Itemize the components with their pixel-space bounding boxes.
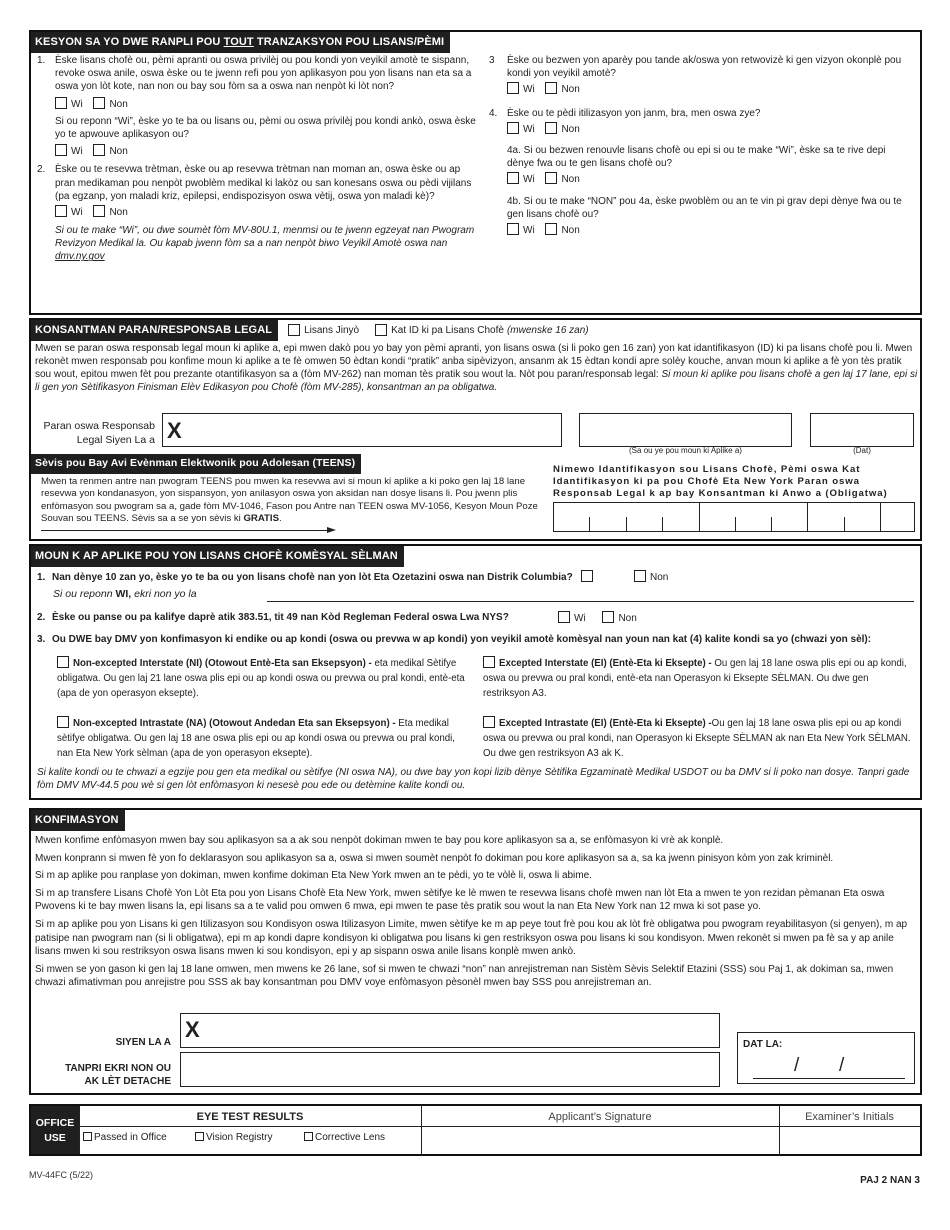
print-name-label: TANPRI EKRI NON OU AK LÈT DETACHE xyxy=(65,1063,171,1087)
form-id: MV-44FC (5/22) xyxy=(29,1170,94,1180)
commercial-section xyxy=(29,544,922,800)
relationship-field[interactable] xyxy=(579,413,792,447)
passed-office-checkbox[interactable] xyxy=(83,1132,92,1141)
confirm-p1: Mwen konfime enfòmasyon mwen bay sou aplikasyon sa a ak sou nenpòt dokiman mwen te bay pou kore aplikasyon sa a, se enfòmasyon ki vrè ak konplè. xyxy=(35,835,724,846)
cdl-q1-yes-checkbox[interactable] xyxy=(581,570,593,582)
ni-checkbox[interactable] xyxy=(57,656,69,668)
date-slash-1: / xyxy=(794,1055,800,1076)
q2-number: 2. xyxy=(37,164,46,176)
option-na[interactable]: Non-excepted Intrastate (NA) (Otowout Andedan Eta san Eksepsyon) - Eta medikal sètifye obligatwa. Ou gen laj 18 ane oswa plis epi ou ap kondi oswa ou prevwa ou pral kondi, nan Eta New York sèlman (apa de yon operasyon eksepte). xyxy=(57,718,455,760)
date-slash-2: / xyxy=(839,1055,845,1076)
q3-number: 3 xyxy=(489,55,495,66)
q1-followup: Si ou reponn “Wi”, èske yo te ba ou lisans ou, pèmi ou oswa privilèj pou kondi ankò, oswa èske yo te apwouve aplikasyon ou? xyxy=(55,115,476,140)
eye-test-header: EYE TEST RESULTS xyxy=(196,1111,304,1123)
q4a-text: 4a. Si ou bezwen renouvle lisans chofè ou epi si ou te make “Wi”, èske sa te rive depi dènye fwa ou te gen lisans chofè ou? xyxy=(507,144,886,170)
cdl-q1-followup: Si ou reponn WI, ekri non yo la xyxy=(53,588,197,600)
confirm-p6: Si mwen se yon gason ki gen laj 18 lane omwen, men mwens ke 26 lane, sof si mwen te chwazi “non” nan anrejistreman nan Sistèm Sèvis Selektif Etazini (SSS) sou Paj 1, ak dokiman sa, mwen chwazi afimativman pou anrejistre pou SSS ak bay konsantman pou DMV voye enfòmasyon pèsonèl mwen bay SSS pou anrejistreman an. xyxy=(35,963,894,989)
confirm-p4: Si m ap transfere Lisans Chofè Yon Lòt Eta pou yon Lisans Chofè Eta New York, mwen sètifye ke lè mwen te resevwa lisans chofè mwen nan lòt Eta a mwen te yon rezidan pèmanan Eta oswa Pwovens ki te bay mwen lisans la, epi lisans sa a te valid pou omwen 6 mwa, epi mwen te pase tès pratik sou wout la nan Eta New York nan 12 mwa ki sot pase yo. xyxy=(35,887,885,913)
q4-no-checkbox[interactable] xyxy=(545,122,557,134)
option-ei[interactable]: Excepted Interstate (EI) (Entè-Eta ki Eksepte) - Ou gen laj 18 lane oswa plis epi ou ap kondi, oswa ou prevwa ou pral kondi, entè-eta nan Operasyon ki Eksepte SÈLMAN. Ou dwe gen restriksyon A3. xyxy=(483,658,907,700)
teens-header: Sèvis pou Bay Avi Evènman Elektwonik pou Adolesan (TEENS) xyxy=(31,454,361,474)
cdl-q2-yes-checkbox[interactable] xyxy=(558,611,570,623)
print-name-field[interactable] xyxy=(180,1052,720,1087)
q4b-no-checkbox[interactable] xyxy=(545,223,557,235)
cdl-q1-states-line[interactable] xyxy=(267,601,914,602)
q4b-text: 4b. Si ou te make “NON” pou 4a, èske pwoblèm ou an te vin pi grav depi dènye fwa ou te gen lisans chofè ou? xyxy=(507,195,902,220)
relationship-caption: (Sa ou ye pou moun ki Aplike a) xyxy=(629,446,742,455)
cdl-q3: 3. Ou DWE bay DMV yon konfimasyon ki endike ou ap kondi (oswa ou prevwa w ap kondi) yon veyikil amotè komèsyal nan youn nan kat (4) kalite kondi sa yo (chwazi yon sèl): xyxy=(37,634,872,645)
parent-signature-label: Paran oswa Responsab Legal Siyen La a xyxy=(43,420,155,446)
q2-text: Èske ou te resevwa trètman, èske ou ap resevwa trètman nan moman an, oswa èske ou ap pran medikaman pou nenpòt pwoblèm medikal ki lakòz ou san konesans oswa ou pèdi vijilans (pa egzanp, yon maladi kriz, epilepsi, endispozisyon oswa vètij, oswa yon maladi kè)? xyxy=(55,164,472,202)
office-use-table: OFFICE USE EYE TEST RESULTS Applicant’s Signature Examiner’s Initials Passed in Office Vision Registry Corrective Lens xyxy=(29,1104,922,1156)
q1-yes-checkbox[interactable] xyxy=(55,97,67,109)
examiner-initials-header: Examiner’s Initials xyxy=(805,1111,894,1123)
cdl-q1-no-checkbox[interactable] xyxy=(634,570,646,582)
q4-number: 4. xyxy=(489,107,498,119)
q1b-no-checkbox[interactable] xyxy=(93,144,105,156)
consent-body: Mwen se paran oswa responsab legal moun ki aplike a, epi mwen dakò pou yo bay yon pèmi apranti, yon lisans oswa (si li poko gen 16 zan) yon kat idantifikasyon (ID) ki pa lisans chofè pou li. Mwen rekonèt mwen responsab pou konfime moun ki aplike a te fè omwen 50 èdtan kondi “pratik” anba sipèvizyon, ansanm ak 15 èdtan kondi apre solèy kouche, anvan moun ki aplike a fè yon tès pratik sou wout, epitou mwen fèt pou prezante otantifikasyon sa a (fòm MV-262) nan moman tès pratik sou wout la. Nòt pou paran/responsab legal: Si moun ki aplike pou lisans chofè a gen laj 17 lane, epi si li gen yon Sètifikasyon Finisman Elèv Edikasyon pou Chofè (fòm MV-285), konsantman an pa obligatwa. xyxy=(35,343,918,393)
q4a-no-checkbox[interactable] xyxy=(545,172,557,184)
dmv-link[interactable]: dmv.ny.gov xyxy=(55,251,105,263)
id-number-label: Nimewo Idantifikasyon sou Lisans Chofè, Pèmi oswa Kat Idantifikasyon ki pa pou Chofè Eta New York Paran oswa Responsab Legal k ap bay Konsantman ki Anwo a (Obligatwa) xyxy=(553,464,888,499)
teens-arrow xyxy=(41,528,341,534)
confirm-p5: Si m ap aplike pou yon Lisans ki gen Itilizasyon sou Kondisyon oswa Itilizasyon Limite, mwen sètifye ke m ap peye tout frè pou kou ak lòt frè obligatwa pou pwogram reyabilitasyon (si genyen), m ap patisipe nan pwogram nan (si li obligatwa), epi m ap kondi dapre kondisyon ki obligatwa pou lisans ki gen restriksyon oswa pou lisans ki sou kondisyon. Mwen rekonèt si mwen pa fè sa y ap anile lisans mwen ki sou restriksyon oswa lisans mwen ki sou kondisyon, epi y ap sispann oswa anile lisans konplè mwen ankò. xyxy=(35,918,908,958)
cdl-note: Si kalite kondi ou te chwazi a egzije pou gen eta medikal ou sètifye (NI oswa NA), ou dwe bay yon kopi lizib dènye Sètifika Egzaminatè Medikal USDOT ou ba DMV si li poko nan dosye. Tanpri gade fòm DMV MV-44.5 pou wè si gen lòt enfòmasyon ki nesesè pou ede ou detèmine kalite kondi ou. xyxy=(37,767,910,792)
applicant-signature-header: Applicant’s Signature xyxy=(548,1111,652,1123)
q4-yes-checkbox[interactable] xyxy=(507,122,519,134)
sign-here-label: SIYEN LA A xyxy=(115,1037,171,1048)
option-ni[interactable]: Non-excepted Interstate (NI) (Otowout Entè-Eta san Eksepsyon) - eta medikal Sètifye obligatwa. Ou gen laj 21 lane oswa plis epi ou ap kondi oswa ou prevwa ou pral kondi, entè-eta (apa de yon operasyon eksepte). xyxy=(57,658,465,700)
q1b-yes-checkbox[interactable] xyxy=(55,144,67,156)
corrective-lens-checkbox[interactable] xyxy=(304,1132,313,1141)
confirm-p2: Mwen konprann si mwen fè yon fo deklarasyon sou aplikasyon sa a, oswa si mwen soumèt nenpòt fo dokiman pou kore aplikasyon sa a, sa ka jwenn pinisyon kòm yon zak kriminèl. xyxy=(35,852,834,864)
q4-text: Èske ou te pèdi itilizasyon yon janm, bra, men oswa zye? xyxy=(507,107,761,119)
q2-no-checkbox[interactable] xyxy=(93,205,105,217)
date-caption: (Dat) xyxy=(853,446,871,455)
questions-header: KESYON SA YO DWE RANPLI POU TOUT TRANZAKSYON POU LISANS/PÈMI xyxy=(31,32,450,53)
na-checkbox[interactable] xyxy=(57,716,69,728)
commercial-header: MOUN K AP APLIKE POU YON LISANS CHOFÈ KOMÈSYAL SÈLMAN xyxy=(31,546,404,567)
q3-yes-checkbox[interactable] xyxy=(507,82,519,94)
q1-no-checkbox[interactable] xyxy=(93,97,105,109)
q1-number: 1. xyxy=(37,55,46,66)
ei-checkbox[interactable] xyxy=(483,656,495,668)
page-number: PAJ 2 NAN 3 xyxy=(860,1175,920,1186)
q2-yes-checkbox[interactable] xyxy=(55,205,67,217)
cdl-q2-yes-label: Wi xyxy=(574,613,586,624)
q1-text: Èske lisans chofè ou, pèmi apranti ou oswa privilèj ou pou kondi yon veyikil amotè te sispann, revoke oswa anile, oswa èske ou te jwenn refi pou yon aplikasyon pou yon lisans nan eta sa a oswa yon lòt kote, nan non ou bay sou fòm sa a oswa nan nenpòt ki lòt non? xyxy=(55,55,472,93)
q4a-yes-checkbox[interactable] xyxy=(507,172,519,184)
cdl-q2-no-label: Non xyxy=(618,613,637,624)
cdl-q1: 1. Nan dènye 10 zan yo, èske yo te ba ou yon lisans chofè nan yon lòt Eta Ozetazini oswa nan Distrik Columbia? xyxy=(37,570,917,584)
consent-section: KONSANTMAN PARAN/RESPONSAB LEGAL Lisans Jinyò Kat ID ki pa Lisans Chofè (mwenske 16 zan) Mwen se paran oswa responsab legal moun ki aplike a, epi mwen dakò pou yo bay yon pèmi apranti, yon lisans oswa (si li poko gen 16 zan) yon kat idantifikasyon (ID) ki pa lisans chofè pou li. Mwen rekonèt mwen responsab pou konfime moun ki aplike a te fè omwen 50 èdtan kondi “pratik” anba sipèvizyon, ansanm ak 15 èdtan kondi apre solèy kouche, anvan moun ki aplike a fè yon tès pratik sou wout, epitou mwen fèt pou prezante otantifikasyon sa a (fòm MV-262) nan moman tès pratik sou wout la. Nòt pou paran/responsab legal: Si moun ki aplike pou lisans chofè a gen laj 17 lane, epi si li gen yon Sètifikasyon Finisman Elèv Edikasyon pou Chofè (fòm MV-285), konsantman an pa obligatwa. Paran oswa Responsab Legal Siyen La a X (Sa ou ye pou moun ki Aplike a) (Dat) Sèvis pou Bay Avi Evènman Elektwonik pou Adolesan (TEENS) Mwen ta renmen antre nan pwogram TEENS pou mwen ka resevwa avi si moun ki aplike a ki poko gen laj 18 lane resevwa yon kondanasyon, yon sispansyon, yon anilasyon oswa yon aksidan nan dosye lisans li. Pou jwenn plis enfòmasyon sou pwogram sa a, gade fòm MV-1046, Fason pou Antre nan TEEN oswa MV-1056, Kesyon Moun Poze Souvan sou TEENS. Sèvis sa a se yon sèvis ki GRATIS. Nimewo Idantifikasyon sou Lisans Chofè, Pèmi oswa Kat Idantifikasyon ki pa pou Chofè Eta New York Paran oswa Responsab Legal k ap bay Konsantman ki Anwo a (Obligatwa) xyxy=(29,318,922,541)
non-driver-id-checkbox[interactable] xyxy=(375,324,387,336)
id-number-field[interactable] xyxy=(553,502,915,532)
office-use-label: OFFICE USE xyxy=(31,1106,79,1154)
ea-checkbox[interactable] xyxy=(483,716,495,728)
confirmation-header: KONFIMASYON xyxy=(31,810,125,831)
junior-license-checkbox[interactable] xyxy=(288,324,300,336)
teens-body: Mwen ta renmen antre nan pwogram TEENS pou mwen ka resevwa avi si moun ki aplike a ki poko gen laj 18 lane resevwa yon kondanasyon, yon sispansyon, yon anilasyon oswa yon aksidan nan dosye lisans li. Pou jwenn plis enfòmasyon sou pwogram sa a, gade fòm MV-1046, Fason pou Antre nan TEEN oswa MV-1056, Kesyon Moun Poze Souvan sou TEENS. Sèvis sa a se yon sèvis ki GRATIS. xyxy=(41,476,538,524)
cdl-q2: 2. Èske ou panse ou pa kalifye daprè atik 383.51, tit 49 nan Kòd Regleman Federal oswa Lwa NYS? xyxy=(37,612,509,623)
date-field[interactable] xyxy=(810,413,914,447)
vision-registry-checkbox[interactable] xyxy=(195,1132,204,1141)
option-ea[interactable]: Excepted Intrastate (EI) (Entè-Eta ki Eksepte) -Ou gen laj 18 lane oswa plis epi ou ap kondi oswa ou prevwa ou pral kondi, nan Operasyon ki Eksepte SÈLMAN ak nan Eta New York SÈLMAN. Ou dwe gen restriksyon A3 ak K. xyxy=(483,718,911,760)
confirmation-section xyxy=(29,808,922,1095)
applicant-signature-field[interactable]: X xyxy=(180,1013,720,1048)
cdl-q1-no-label: Non xyxy=(650,572,669,583)
date-box[interactable]: DAT LA: / / xyxy=(737,1032,915,1084)
q3-no-checkbox[interactable] xyxy=(545,82,557,94)
confirm-p3: Si m ap aplike pou ranplase yon dokiman, mwen konfime dokiman Eta New York mwen an te pèdi, yo te vòlè li, oswa li abime. xyxy=(35,870,592,882)
q2-note: Si ou te make “Wi”, ou dwe soumèt fòm MV-80U.1, menmsi ou te jwenn egzeyat nan Pwogram Revizyon Medikal la. Ou kapab jwenn fòm sa a nan nenpòt biwo Veyikil Amotè oswa nan dmv.ny.gov xyxy=(55,225,475,263)
parent-signature-field[interactable]: X xyxy=(162,413,562,447)
questions-section: KESYON SA YO DWE RANPLI POU TOUT TRANZAKSYON POU LISANS/PÈMI 1. Èske lisans chofè ou, pèmi apranti ou oswa privilèj ou pou kondi yon veyikil amotè te sispann, revoke oswa anile, oswa èske ou te jwenn refi pou yon aplikasyon pou yon lisans nan eta sa a oswa yon lòt kote, nan non ou bay sou fòm sa a oswa nan nenpòt ki lòt non? Wi Non Si ou reponn “Wi”, èske yo te ba ou lisans ou, pèmi ou oswa privilèj pou kondi ankò, oswa èske yo te apwouve aplikasyon ou? Wi Non 2. Èske ou te resevwa trètman, èske ou ap resevwa trètman nan moman an, oswa èske ou ap pran medikaman pou nenpòt pwoblèm medikal ki lakòz ou san konesans oswa ou pèdi vijilans (pa egzanp, yon maladi kriz, epilepsi, endispozisyon oswa vètij, oswa yon maladi kè)? Wi Non Si ou te make “Wi”, ou dwe soumèt fòm MV-80U.1, menmsi ou te jwenn egzeyat nan Pwogram Revizyon Medikal la. Ou kapab jwenn fòm sa a nan nenpòt biwo Veyikil Amotè oswa nan dmv.ny.gov 3 Èske ou bezwen yon aparèy pou tande ak/oswa yon retwovizè ki gen vizyon okonplè pou kondi yon veyikil amotè? Wi Non 4. Èske ou te pèdi itilizasyon yon janm, bra, men oswa zye? Wi Non 4a. Si ou bezwen renouvle lisans chofè ou epi si ou te make “Wi”, èske sa te rive depi dènye fwa ou te gen lisans chofè ou? Wi Non 4b. Si ou te make “NON” pou 4a, èske pwoblèm ou an te vin pi grav depi dènye fwa ou te gen lisans chofè ou? Wi Non xyxy=(29,30,922,315)
q4b-yes-checkbox[interactable] xyxy=(507,223,519,235)
consent-header: KONSANTMAN PARAN/RESPONSAB LEGAL xyxy=(31,320,278,341)
q3-text: Èske ou bezwen yon aparèy pou tande ak/oswa yon retwovizè ki gen vizyon okonplè pou kondi yon veyikil amotè? xyxy=(507,55,902,80)
cdl-q2-no-checkbox[interactable] xyxy=(602,611,614,623)
